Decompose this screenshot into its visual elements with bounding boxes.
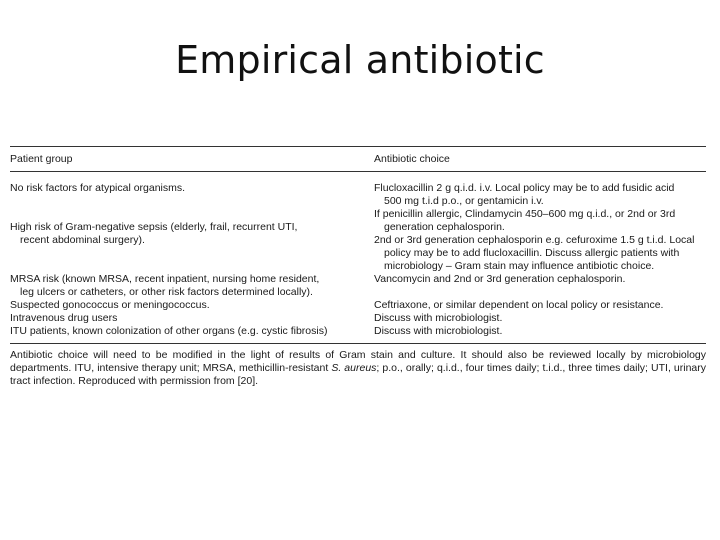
cell-line: Ceftriaxone, or similar dependent on local policy or resistance. [374,299,664,311]
cell-patient-group [10,325,374,338]
table-header-row [10,147,706,171]
cell-line: policy may be to add flucloxacillin. Discuss allergic patients with [384,247,680,259]
cell-patient-group [10,299,374,312]
cell-line: 2nd or 3rd generation cephalosporin e.g. cefuroxime 1.5 g t.i.d. Local [374,234,695,246]
cell-antibiotic-choice [374,260,706,299]
slide-title: Empirical antibiotic [175,38,545,82]
cell-line: ITU patients, known colonization of other organs (e.g. cystic fibrosis) [10,325,328,337]
antibiotic-table [10,146,706,388]
table-row [10,260,706,299]
cell-line: 500 mg t.i.d p.o., or gentamicin i.v. [384,195,544,207]
cell-antibiotic-choice [374,299,706,312]
cell-line: Suspected gonococcus or meningococcus. [10,299,210,311]
cell-line: Discuss with microbiologist. [374,312,503,324]
cell-line: recent abdominal surgery). [20,234,145,246]
cell-line: MRSA risk (known MRSA, recent inpatient, nursing home resident, [10,273,320,285]
table-header-rule [10,171,706,172]
table-row [10,325,706,343]
cell-antibiotic-choice [374,312,706,325]
cell-antibiotic-choice [374,325,706,338]
cell-line: generation cephalosporin. [384,221,505,233]
footnote-text-end: ; p.o., orally; q.i.d., four times daily; t.i.d., three times daily; UTI, urinary tract infection. Reproduced with permission from [20]. [10,362,707,387]
table-footnote [10,344,706,388]
cell-line: Discuss with microbiologist. [374,325,503,337]
cell-line: microbiology – Gram stain may influence antibiotic choice. [384,260,655,272]
table-row [10,312,706,325]
cell-line: leg ulcers or catheters, or other risk factors determined locally). [20,286,313,298]
cell-line: If penicillin allergic, Clindamycin 450–600 mg q.i.d., or 2nd or 3rd [374,208,676,220]
cell-line: Flucloxacillin 2 g q.i.d. i.v. Local policy may be to add fusidic acid [374,182,675,194]
header-patient-group: Patient group [10,153,73,165]
cell-line: High risk of Gram-negative sepsis (elderly, frail, recurrent UTI, [10,221,298,233]
cell-patient-group [10,312,374,325]
cell-line: Vancomycin and 2nd or 3rd generation cephalosporin. [374,273,626,285]
header-antibiotic-choice: Antibiotic choice [374,153,450,165]
cell-line: Intravenous drug users [10,312,118,324]
footnote-italic-organism: S. aureus [331,362,377,374]
table-row [10,299,706,312]
cell-patient-group [10,260,374,299]
footnote-text: Antibiotic choice will need to be modified in the light of results of Gram stain and culture. It should also be reviewed locally by microbiology departments. ITU, intensive therapy unit; MRSA, methicillin-resistant [10,349,706,374]
cell-line: No risk factors for atypical organisms. [10,182,186,194]
